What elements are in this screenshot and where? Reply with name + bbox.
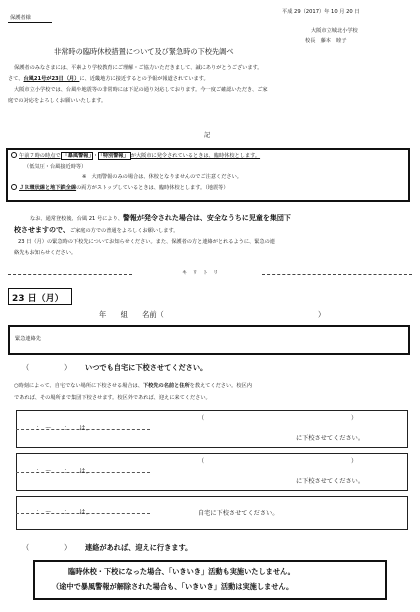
intro-line-1: 保護者のみなさまには、平素より学校教育にご理解・ご協力いただきまして、誠にありがとうございます。 bbox=[14, 65, 263, 71]
option-2-line-2: であれば、その場所まで集団下校させます。校区外であれば、迎えに来てください。 bbox=[14, 395, 211, 401]
footer-line-2: （途中で暴風警報が解除された場合も、「いきいき」活動は実施しません。 bbox=[52, 582, 294, 591]
option-3-text: 連絡があれば、迎えに行きます。 bbox=[85, 543, 193, 552]
rule-1-note-a: （低気圧・台風接近時等） bbox=[24, 164, 87, 170]
notice-line-4: 絡先もお知らせください。 bbox=[14, 250, 77, 256]
notice-line-2: 校させますので、ご家庭の方での普通をよろしくお願いします。 bbox=[14, 226, 179, 234]
row-3-suffix: 自宅に下校させてください。 bbox=[198, 510, 279, 517]
form-date: 23 日（月） bbox=[12, 294, 64, 304]
row-2-paren-open: （ bbox=[198, 458, 205, 465]
intro-line-2 bbox=[8, 75, 209, 82]
option-1-paren-open[interactable]: （ bbox=[22, 363, 30, 372]
intro-line-2c: に、近畿地方に接近するとの予報が報道されています。 bbox=[79, 76, 209, 82]
circle-bullet-icon bbox=[11, 152, 17, 158]
cut-line-left bbox=[8, 274, 132, 275]
row-3-time[interactable]: ： 〜 ： は、 bbox=[36, 509, 92, 516]
addressee: 保護者様 bbox=[10, 15, 31, 21]
option-2-line-1: ○時刻によって、自宅でない場所に下校させる場合は、下校先の名前と住所を教えてください。校区内 bbox=[14, 383, 252, 389]
emergency-contact-field[interactable] bbox=[8, 325, 410, 355]
footer-line-1: 臨時休校・下校になった場合、「いきいき」活動も実施いたしません。 bbox=[68, 567, 295, 576]
row-2-time[interactable]: ： 〜 ： は、 bbox=[36, 468, 92, 475]
emergency-contact-label: 緊急連絡先 bbox=[15, 336, 41, 342]
intro-line-3: 大阪市立小学校では、台風や地震等の非常時には下記の通り対応しております。今一度ご確認いただき、ご家 bbox=[14, 87, 268, 93]
option-1-paren-close[interactable]: ） bbox=[64, 363, 72, 372]
intro-line-2a: さて、 bbox=[8, 76, 24, 82]
intro-line-4: 庭での対応をよろしくお願いいたします。 bbox=[8, 98, 107, 104]
special-warning-label: 「特別警報」 bbox=[100, 153, 129, 159]
ki-heading: 記 bbox=[204, 132, 211, 139]
storm-warning-label: 「暴風警報」 bbox=[62, 153, 92, 159]
school-name: 大阪市立城北小学校 bbox=[311, 28, 358, 34]
option-3-paren-open[interactable]: （ bbox=[22, 543, 30, 552]
name-close-paren: ） bbox=[318, 310, 326, 319]
footer-note-box bbox=[33, 560, 387, 600]
typhoon-date-highlight: 台風21号が23日（月） bbox=[23, 76, 80, 82]
name-label: 年 組 名前（ bbox=[99, 310, 164, 319]
row-2-suffix: に下校させてください。 bbox=[296, 478, 365, 485]
cut-line-label: キ リ ト リ bbox=[182, 270, 219, 276]
row-1-paren-close: ） bbox=[351, 415, 358, 422]
circle-bullet-icon bbox=[11, 184, 17, 190]
notice-line-3: 23 日（月）の緊急時の下校先についてお知らせください。また、保護者の方と連絡がとれるように、緊急の連 bbox=[18, 239, 275, 245]
rule-1-note-b: ※ 大雨警報のみの場合は、休校となりませんのでご注意ください。 bbox=[82, 174, 242, 180]
row-1-paren-open: （ bbox=[198, 415, 205, 422]
option-1-text: いつでも自宅に下校させてください。 bbox=[85, 363, 208, 372]
cut-line-right bbox=[262, 274, 412, 275]
option-3-paren-close[interactable]: ） bbox=[64, 543, 72, 552]
issue-date: 平成 29（2017）年 10 月 20 日 bbox=[282, 9, 360, 15]
notice-line-1: なお、通常登校後、台風 21 号により、警報が発令された場合は、安全なうちに児童を集団下 bbox=[30, 214, 291, 222]
rule-2: ＪＲ環状線と地下鉄全線の両方がストップしているときは、臨時休校とします。（地震等） bbox=[11, 184, 229, 191]
principal-name: 校長 藤本 睦子 bbox=[305, 38, 347, 44]
page-title: 非常時の臨時休校措置について及び緊急時の下校先調べ bbox=[54, 47, 234, 56]
rule-1: 午前７時の時点で 「暴風警報」 ・ 「特別警報」 が大阪市に発令されているときは、臨時休校とします。 bbox=[11, 152, 260, 159]
addressee-underline bbox=[8, 22, 52, 23]
row-1-suffix: に下校させてください。 bbox=[296, 435, 365, 442]
row-2-paren-close: ） bbox=[351, 458, 358, 465]
row-1-time[interactable]: ： 〜 ： は、 bbox=[36, 425, 92, 432]
